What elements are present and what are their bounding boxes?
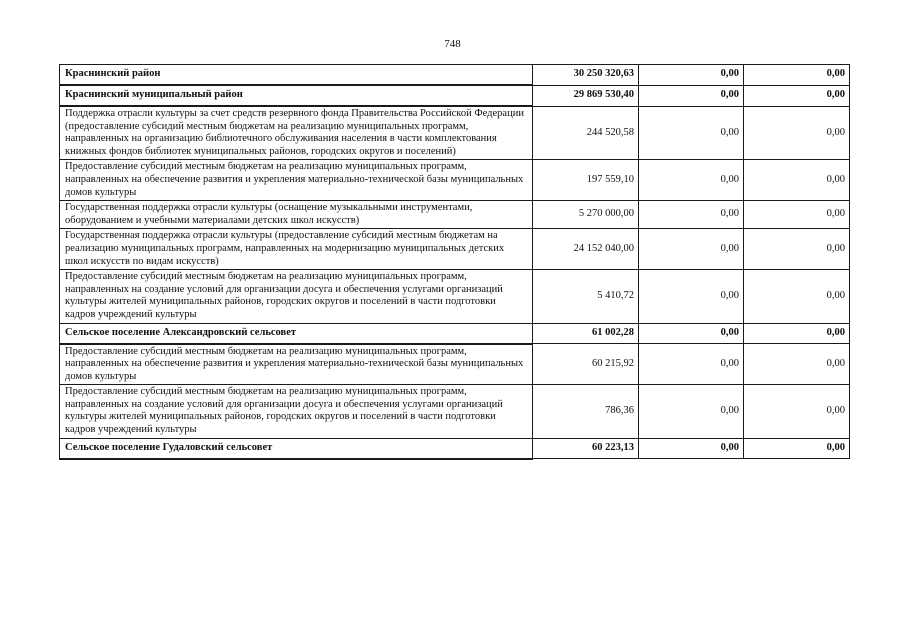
row-name: Сельское поселение Гудаловский сельсовет xyxy=(60,438,533,459)
row-value-1: 60 215,92 xyxy=(533,344,639,385)
page-number: 748 xyxy=(444,38,461,50)
row-name: Поддержка отрасли культуры за счет средств резервного фонда Правительства Российской Федерации (предоставление субсидий местным бюджетам на реализацию муниципальных программ, направленных на организацию библиотечного обслуживания населения в части комплектования книжных фондов библиотек муниципальных районов, городских округов и поселений) xyxy=(60,106,533,160)
row-value-3: 0,00 xyxy=(744,106,850,160)
table-row xyxy=(60,65,850,86)
row-value-1: 244 520,58 xyxy=(533,106,639,160)
table-row xyxy=(60,270,850,323)
row-value-2: 0,00 xyxy=(639,438,744,459)
row-value-3: 0,00 xyxy=(744,160,850,201)
table-row xyxy=(60,160,850,201)
row-value-2: 0,00 xyxy=(639,385,744,438)
row-value-1: 60 223,13 xyxy=(533,438,639,459)
row-value-2: 0,00 xyxy=(639,201,744,229)
row-value-1: 197 559,10 xyxy=(533,160,639,201)
row-value-1: 29 869 530,40 xyxy=(533,85,639,106)
row-value-3: 0,00 xyxy=(744,229,850,270)
table-row xyxy=(60,385,850,438)
row-value-2: 0,00 xyxy=(639,85,744,106)
row-name: Государственная поддержка отрасли культуры (оснащение музыкальными инструментами, оборудованием и учебными материалами детских школ искусств) xyxy=(60,201,533,229)
row-value-2: 0,00 xyxy=(639,65,744,86)
row-value-1: 5 410,72 xyxy=(533,270,639,323)
row-value-3: 0,00 xyxy=(744,65,850,86)
row-value-2: 0,00 xyxy=(639,270,744,323)
row-name: Сельское поселение Александровский сельсовет xyxy=(60,323,533,344)
row-name: Краснинский муниципальный район xyxy=(60,85,533,106)
row-name: Предоставление субсидий местным бюджетам на реализацию муниципальных программ, направленных на обеспечение развития и укрепления материально-технической базы муниципальных домов культуры xyxy=(60,344,533,385)
row-value-2: 0,00 xyxy=(639,323,744,344)
row-name: Предоставление субсидий местным бюджетам на реализацию муниципальных программ, направленных на создание условий для организации досуга и обеспечения услугами организаций культуры жителей муниципальных районов, городских округов и поселений в части подготовки кадров учреждений культуры xyxy=(60,385,533,438)
row-value-1: 61 002,28 xyxy=(533,323,639,344)
row-name: Предоставление субсидий местным бюджетам на реализацию муниципальных программ, направленных на обеспечение развития и укрепления материально-технической базы муниципальных домов культуры xyxy=(60,160,533,201)
table-row xyxy=(60,344,850,385)
row-name: Предоставление субсидий местным бюджетам на реализацию муниципальных программ, направленных на создание условий для организации досуга и обеспечения услугами организаций культуры жителей муниципальных районов, городских округов и поселений в части подготовки кадров учреждений культуры xyxy=(60,270,533,323)
row-value-3: 0,00 xyxy=(744,270,850,323)
row-value-1: 786,36 xyxy=(533,385,639,438)
row-value-2: 0,00 xyxy=(639,106,744,160)
table-row xyxy=(60,323,850,344)
row-value-3: 0,00 xyxy=(744,201,850,229)
row-name: Государственная поддержка отрасли культуры (предоставление субсидий местным бюджетам на реализацию муниципальных программ, направленных на модернизацию муниципальных детских школ искусств по видам искусств) xyxy=(60,229,533,270)
row-name: Краснинский район xyxy=(60,65,533,86)
row-value-3: 0,00 xyxy=(744,323,850,344)
row-value-3: 0,00 xyxy=(744,385,850,438)
row-value-2: 0,00 xyxy=(639,160,744,201)
table-row xyxy=(60,438,850,459)
row-value-3: 0,00 xyxy=(744,344,850,385)
row-value-3: 0,00 xyxy=(744,438,850,459)
row-value-2: 0,00 xyxy=(639,229,744,270)
table-row xyxy=(60,201,850,229)
row-value-1: 30 250 320,63 xyxy=(533,65,639,86)
row-value-1: 24 152 040,00 xyxy=(533,229,639,270)
row-value-3: 0,00 xyxy=(744,85,850,106)
budget-table xyxy=(59,64,850,460)
row-value-1: 5 270 000,00 xyxy=(533,201,639,229)
row-value-2: 0,00 xyxy=(639,344,744,385)
table-row xyxy=(60,85,850,106)
table-row xyxy=(60,106,850,160)
table-row xyxy=(60,229,850,270)
